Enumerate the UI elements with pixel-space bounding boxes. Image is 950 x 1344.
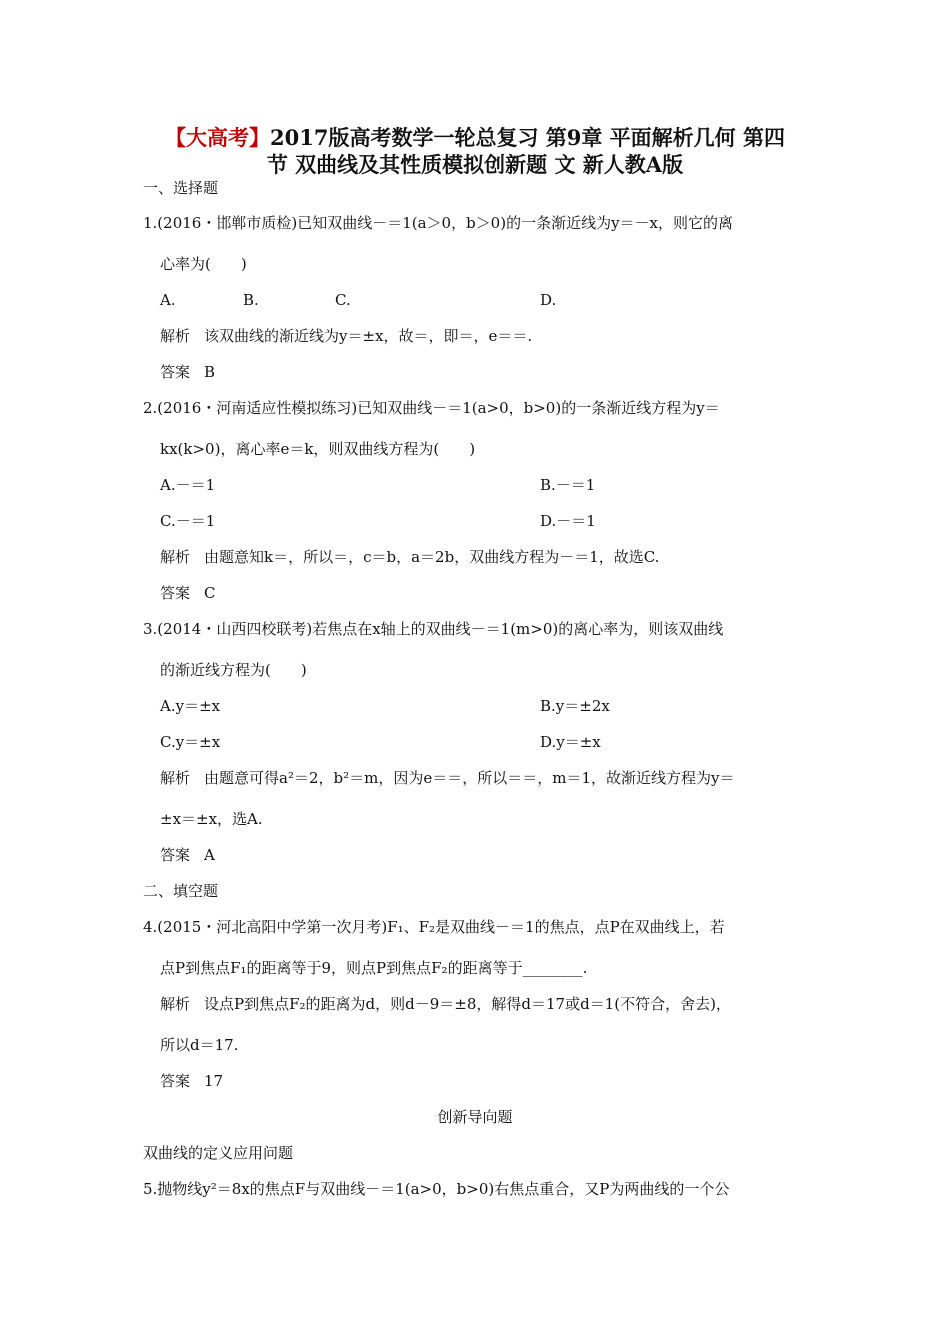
q2-analysis-text: 由题意知k＝，所以＝，c＝b，a＝2b，双曲线方程为－＝1，故选C. [204,548,660,566]
q4-answer [160,1071,223,1091]
q1-analysis-text: 该双曲线的渐近线为y＝±x，故＝，即＝，e＝＝. [204,327,533,345]
answer-label: 答案 [160,1072,191,1090]
answer-label: 答案 [160,846,191,864]
q4-stem-line1: 4.(2015・河北高阳中学第一次月考)F₁、F₂是双曲线－＝1的焦点，点P在双曲线上，若 [143,918,725,936]
q5-stem-line1: 5.抛物线y²＝8x的焦点F与双曲线－＝1(a>0，b>0)右焦点重合，又P为两曲线的一个公 [143,1180,730,1198]
q2-option-d: D.－＝1 [540,512,596,530]
answer-label: 答案 [160,363,191,381]
q3-analysis [160,768,734,788]
q3-stem-line1: 3.(2014・山西四校联考)若焦点在x轴上的双曲线－＝1(m>0)的离心率为，则该双曲线 [143,620,724,638]
q1-answer-value: B [204,363,216,381]
q2-option-c: C.－＝1 [160,512,216,530]
q1-option-c: C. [335,291,351,309]
document-title [120,124,830,178]
analysis-label: 解析 [160,327,191,345]
q2-analysis [160,547,659,567]
answer-label: 答案 [160,584,191,602]
topic-heading: 双曲线的定义应用问题 [143,1144,294,1162]
q4-analysis [160,994,731,1014]
title-text-line2: 节 双曲线及其性质模拟创新题 文 新人教A版 [266,152,684,177]
q1-answer [160,362,215,382]
analysis-label: 解析 [160,995,191,1013]
q1-stem-line1: 1.(2016・邯郸市质检)已知双曲线－＝1(a＞0，b＞0)的一条渐近线为y＝－x，则它的离 [143,214,734,232]
section-heading-choice: 一、选择题 [143,179,219,197]
q2-option-b: B.－＝1 [540,476,596,494]
q4-analysis-cont: 所以d＝17. [160,1036,239,1054]
q3-stem-line2: 的渐近线方程为( ) [160,661,307,679]
q2-answer-value: C [204,584,216,602]
q2-answer [160,583,216,603]
q3-answer [160,845,215,865]
section-heading-innovation: 创新导向题 [437,1108,513,1126]
q1-analysis [160,326,532,346]
q4-analysis-text: 设点P到焦点F₂的距离为d，则d－9＝±8，解得d＝17或d＝1(不符合，舍去)， [204,995,731,1013]
q3-answer-value: A [204,846,215,864]
section-heading-fill: 二、填空题 [143,882,219,900]
analysis-label: 解析 [160,769,191,787]
analysis-label: 解析 [160,548,191,566]
q1-option-d: D. [540,291,557,309]
q4-stem-line2: 点P到焦点F₁的距离等于9，则点P到焦点F₂的距离等于________. [160,959,588,977]
q1-option-a: A. [160,291,176,309]
q2-option-a: A.－＝1 [160,476,216,494]
q1-option-b: B. [243,291,259,309]
q2-stem-line2: kx(k>0)，离心率e＝k，则双曲线方程为( ) [160,440,476,458]
q3-option-d: D.y＝±x [540,733,601,751]
q1-stem-line2: 心率为( ) [160,255,247,273]
title-text-line1: 2017版高考数学一轮总复习 第9章 平面解析几何 第四 [270,125,785,150]
q3-option-b: B.y＝±2x [540,697,610,715]
q4-answer-value: 17 [204,1072,224,1090]
title-source-tag: 【大高考】 [165,125,270,150]
q3-option-c: C.y＝±x [160,733,221,751]
q2-stem-line1: 2.(2016・河南适应性模拟练习)已知双曲线－＝1(a>0，b>0)的一条渐近线方程为y＝ [143,399,720,417]
q3-analysis-cont: ±x＝±x，选A. [160,810,263,828]
q3-option-a: A.y＝±x [160,697,221,715]
q3-analysis-text: 由题意可得a²＝2，b²＝m，因为e＝＝，所以＝＝，m＝1，故渐近线方程为y＝ [204,769,735,787]
